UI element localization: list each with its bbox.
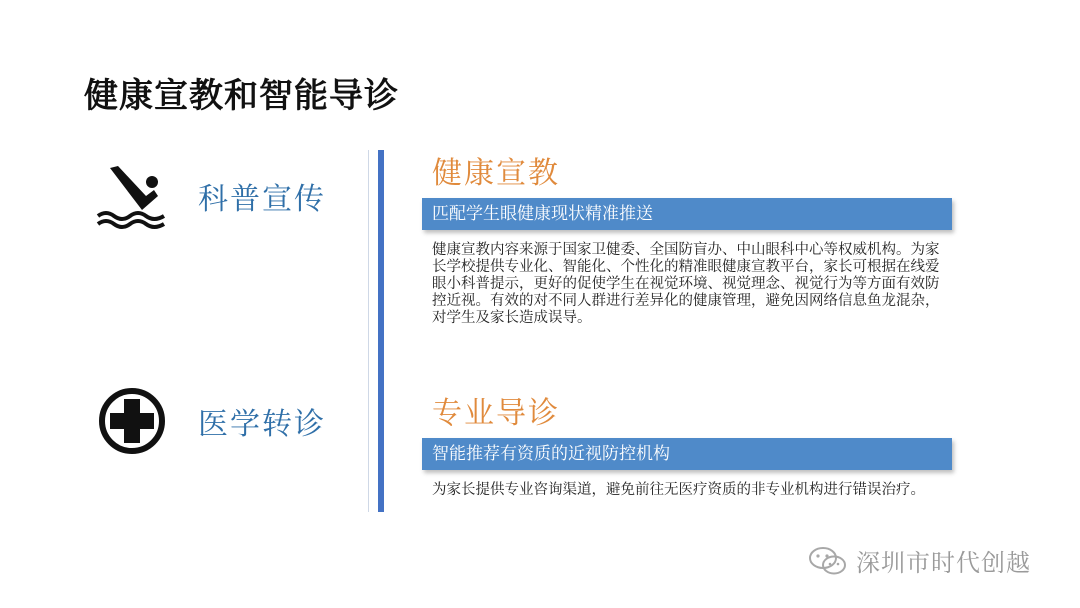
medical-cross-icon	[96, 385, 168, 457]
diver-icon	[96, 160, 168, 232]
section-heading: 专业导诊	[432, 396, 560, 431]
watermark-text: 深圳市时代创越	[856, 549, 1031, 577]
left-item-science	[96, 160, 326, 232]
left-item-label-referral: 医学转诊	[198, 407, 326, 442]
wechat-icon	[808, 546, 848, 576]
watermark	[808, 543, 1031, 578]
left-item-label-science: 科普宣传	[198, 182, 326, 217]
section-heading: 健康宣教	[432, 156, 560, 191]
section-body-text: 为家长提供专业咨询渠道，避免前往无医疗资质的非专业机构进行错误治疗。	[432, 482, 925, 498]
left-item-referral	[96, 385, 326, 457]
section-banner: 智能推荐有资质的近视防控机构	[422, 438, 952, 470]
section-body-text: 健康宣教内容来源于国家卫健委、全国防盲办、中山眼科中心等权威机构。为家长学校提供专业化、智能化、个性化的精准眼健康宣教平台，家长可根据在线爱眼小科普提示，更好的促使学生在视觉环境、视觉理念、视觉行为等方面有效防控近视。有效的对不同人群进行差异化的健康管理，避免因网络信息鱼龙混杂，对学生及家长造成误导。	[432, 242, 940, 326]
page-title: 健康宣教和智能导诊	[84, 76, 399, 116]
section-banner: 匹配学生眼健康现状精准推送	[422, 198, 952, 230]
section-professional-guidance	[422, 388, 952, 499]
divider-shadow	[368, 150, 369, 512]
vertical-divider	[378, 150, 384, 512]
section-health-education	[422, 148, 952, 327]
